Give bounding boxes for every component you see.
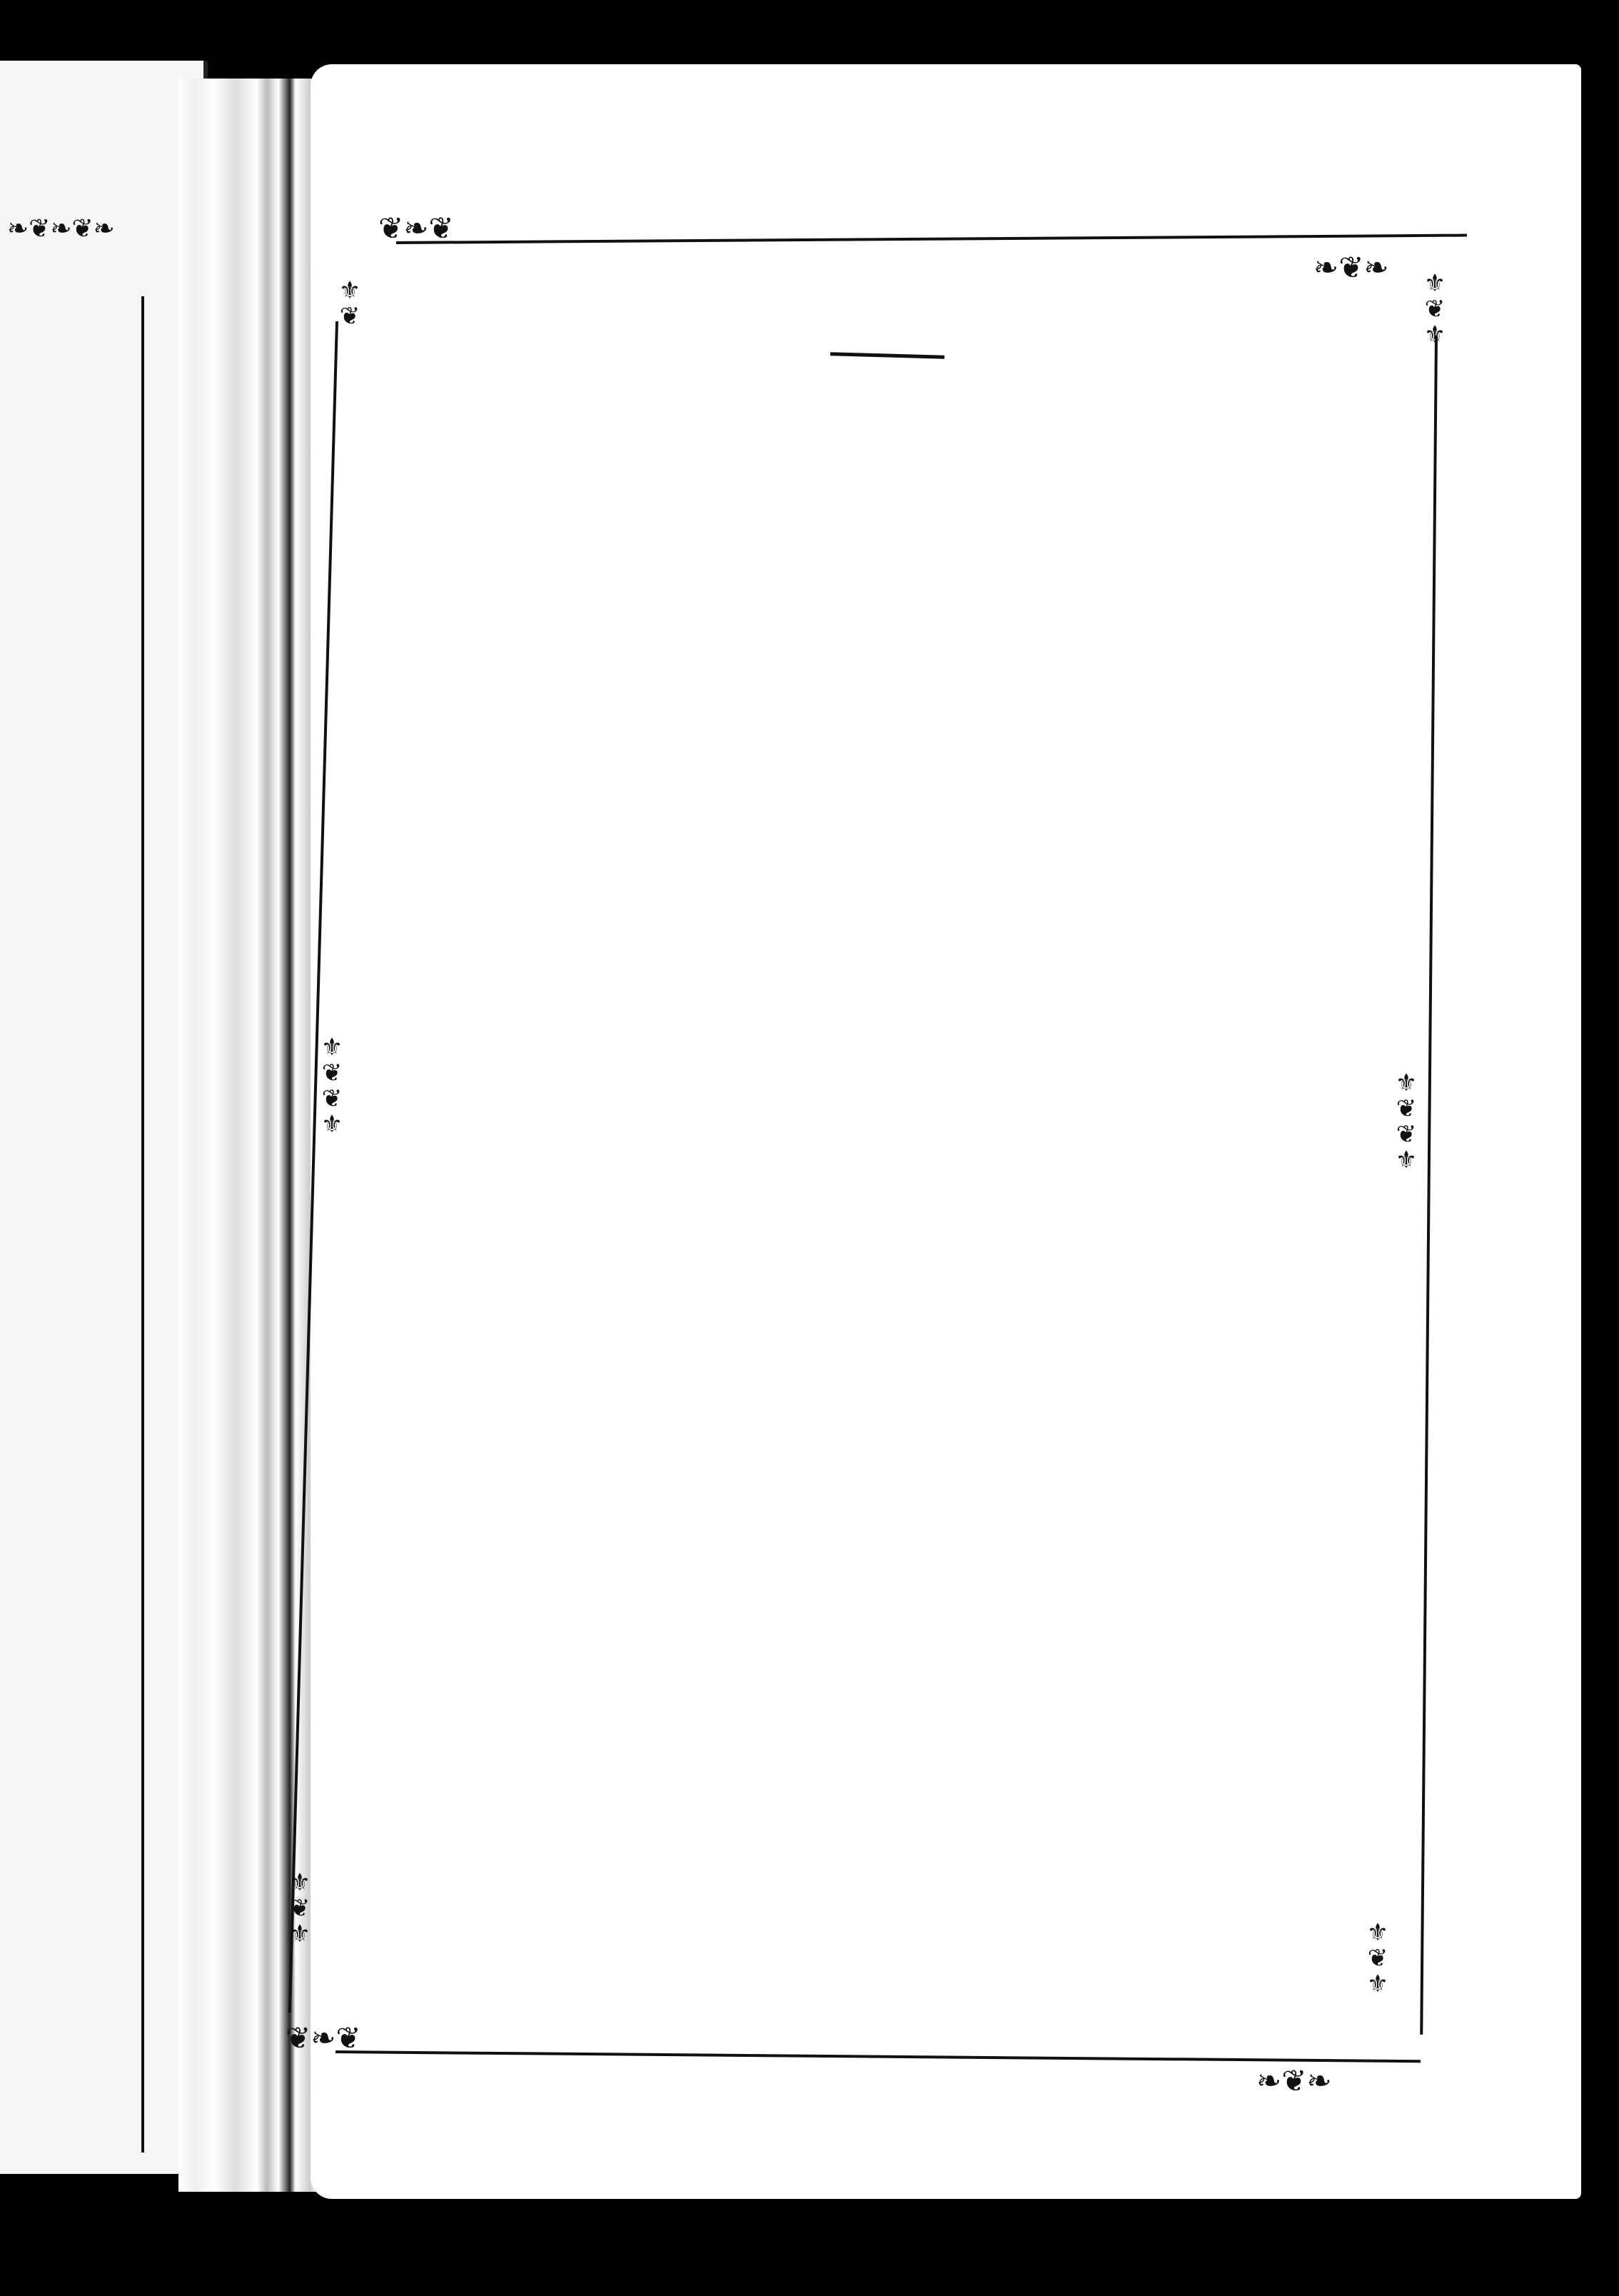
left-page xyxy=(0,61,208,2174)
right-mid-ornament-icon: ⚜ ❦ ❦ ⚜ xyxy=(1395,1070,1418,1174)
top-right-ornament-icon: ❧❦❧ xyxy=(1313,252,1389,285)
top-left-ornament-icon: ❦❧❦ xyxy=(378,213,454,246)
section-divider xyxy=(830,352,944,358)
right-bottom-ornament-icon: ⚜ ❦ ⚜ xyxy=(1366,1920,1389,1998)
left-mid-ornament-icon: ⚜ ❦ ❦ ⚜ xyxy=(321,1034,343,1138)
left-ornament: ❧❦❧❦❧ xyxy=(7,214,115,243)
bottom-right-ornament-icon: ❧❦❧ xyxy=(1256,2065,1332,2098)
right-top-ornament-icon: ⚜ ❦ ⚜ xyxy=(1423,271,1446,348)
left-frame-line xyxy=(141,296,144,2152)
bottom-left-ornament-icon: ❦❧❦ xyxy=(286,2023,361,2055)
left-top-ornament-icon: ⚜ ❦ xyxy=(338,278,361,330)
left-bottom-ornament-icon: ⚜ ❦ ⚜ xyxy=(288,1870,311,1948)
